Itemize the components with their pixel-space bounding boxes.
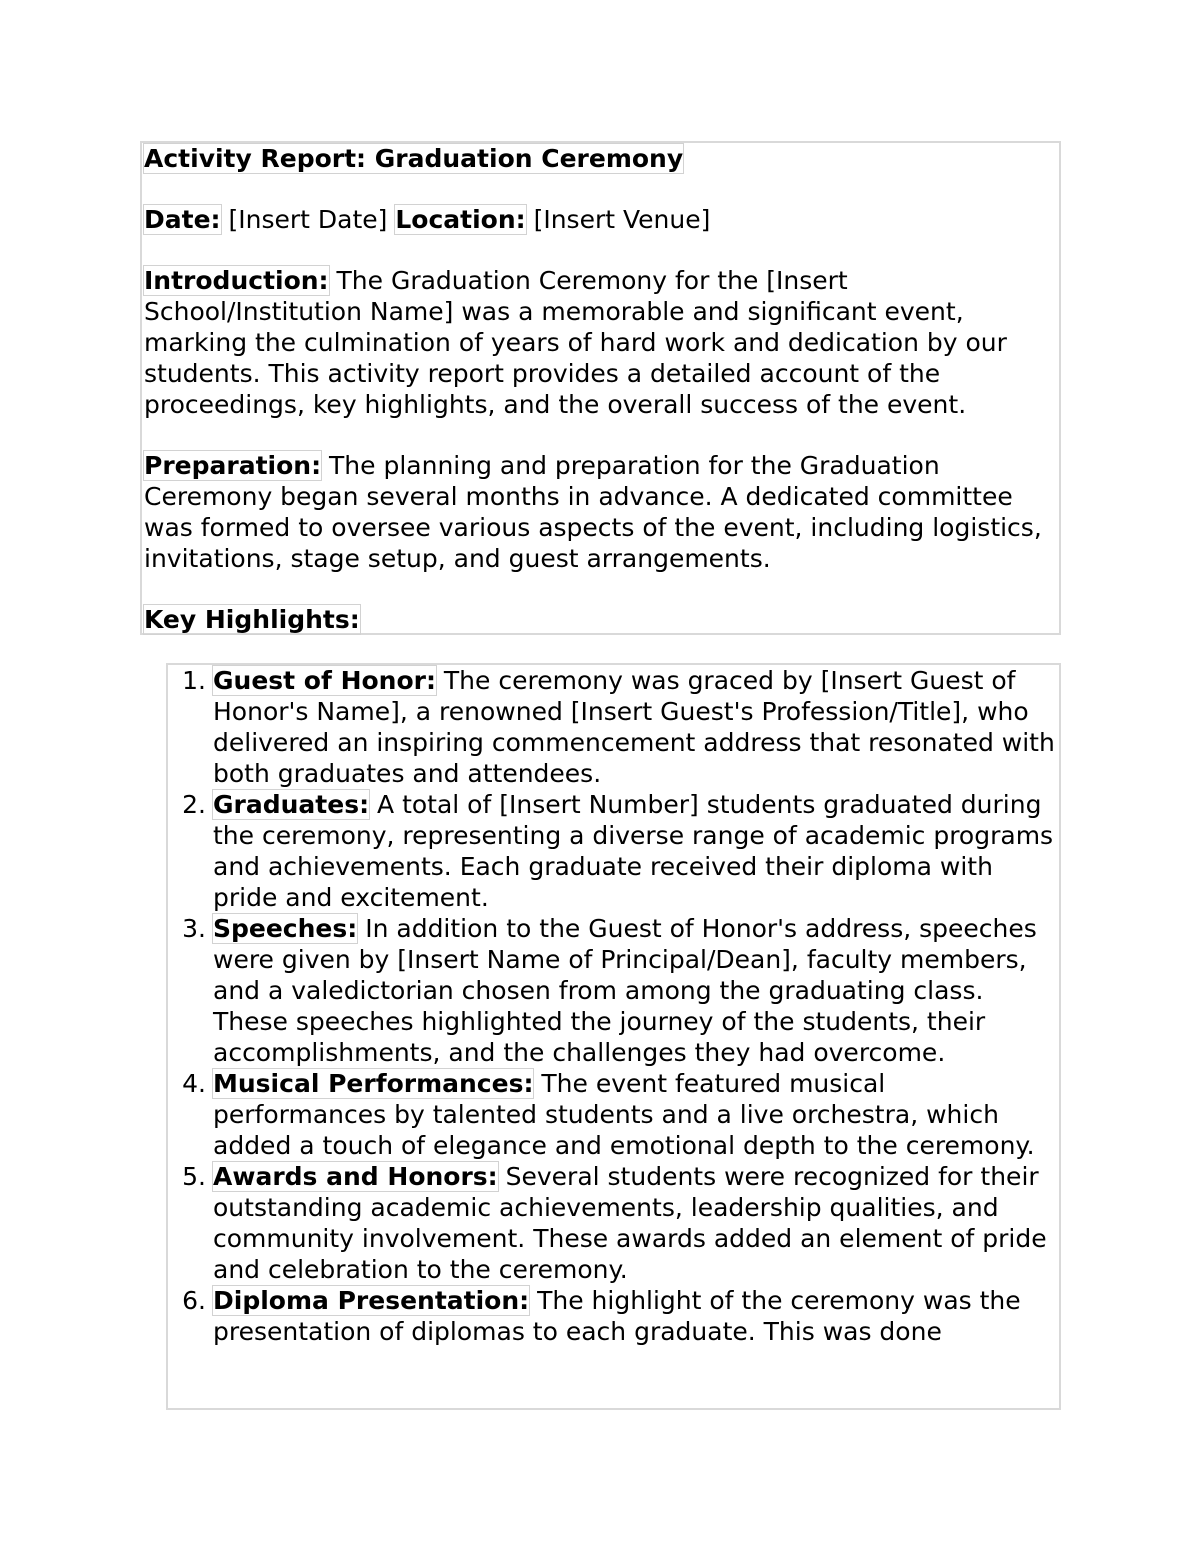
list-item-label: Diploma Presentation: bbox=[213, 1286, 530, 1315]
highlights-list bbox=[168, 665, 1059, 1347]
preparation-paragraph bbox=[144, 450, 1057, 574]
report-title-text: Activity Report: Graduation Ceremony bbox=[144, 144, 684, 173]
list-item-number: 3. bbox=[182, 914, 206, 943]
list-item-number: 5. bbox=[182, 1162, 206, 1191]
list-item-number: 1. bbox=[182, 666, 206, 695]
list-item bbox=[168, 789, 1059, 913]
list-item-number: 6. bbox=[182, 1286, 206, 1315]
highlights-list-section bbox=[166, 663, 1061, 1410]
key-highlights-label: Key Highlights: bbox=[144, 605, 360, 634]
list-item-label: Musical Performances: bbox=[213, 1069, 534, 1098]
preparation-text: The planning and preparation for the Graduation Ceremony began several months in advance. A dedicated committee was formed to oversee various aspects of the event, including logistics, invitations, stage setup, and guest arrangements. bbox=[144, 451, 1042, 573]
list-item bbox=[168, 913, 1059, 1068]
location-value: [Insert Venue] bbox=[525, 205, 711, 234]
date-location-line bbox=[144, 204, 1057, 235]
list-item-number: 2. bbox=[182, 790, 206, 819]
list-item-text: In addition to the Guest of Honor's address, speeches were given by [Insert Name of Principal/Dean], faculty members, and a valedictorian chosen from among the graduating class. These speeches highlighted the journey of the students, their accomplishments, and the challenges they had overcome. bbox=[213, 914, 1037, 1067]
date-value: [Insert Date] bbox=[220, 205, 396, 234]
list-item bbox=[168, 665, 1059, 789]
list-item-label: Speeches: bbox=[213, 914, 358, 943]
location-label: Location: bbox=[395, 205, 526, 234]
list-item-label: Guest of Honor: bbox=[213, 666, 436, 695]
introduction-text: The Graduation Ceremony for the [Insert School/Institution Name] was a memorable and significant event, marking the culmination of years of hard work and dedication by our students. This activity report provides a detailed account of the proceedings, key highlights, and the overall success of the event. bbox=[144, 266, 1007, 419]
list-item-label: Awards and Honors: bbox=[213, 1162, 498, 1191]
date-label: Date: bbox=[144, 205, 221, 234]
list-item bbox=[168, 1068, 1059, 1161]
preparation-label: Preparation: bbox=[144, 451, 322, 480]
key-highlights-heading bbox=[144, 604, 1057, 635]
introduction-paragraph bbox=[144, 265, 1057, 420]
list-item bbox=[168, 1285, 1059, 1347]
list-item-text: The event featured musical performances by talented students and a live orchestra, which added a touch of elegance and emotional depth to the ceremony. bbox=[213, 1069, 1035, 1160]
list-item-label: Graduates: bbox=[213, 790, 370, 819]
list-item-text: The highlight of the ceremony was the presentation of diplomas to each graduate. This was done bbox=[213, 1286, 1021, 1346]
list-item-text: The ceremony was graced by [Insert Guest of Honor's Name], a renowned [Insert Guest's Profession/Title], who delivered an inspiring commencement address that resonated with both graduates and attendees. bbox=[213, 666, 1055, 788]
list-item-number: 4. bbox=[182, 1069, 206, 1098]
list-item-text: Several students were recognized for their outstanding academic achievements, leadership qualities, and community involvement. These awards added an element of pride and celebration to the ceremony. bbox=[213, 1162, 1047, 1284]
list-item bbox=[168, 1161, 1059, 1285]
list-item-text: A total of [Insert Number] students graduated during the ceremony, representing a diverse range of academic programs and achievements. Each graduate received their diploma with pride and excitement. bbox=[213, 790, 1054, 912]
report-intro-section bbox=[140, 141, 1061, 635]
report-title bbox=[144, 143, 1057, 174]
introduction-label: Introduction: bbox=[144, 266, 329, 295]
